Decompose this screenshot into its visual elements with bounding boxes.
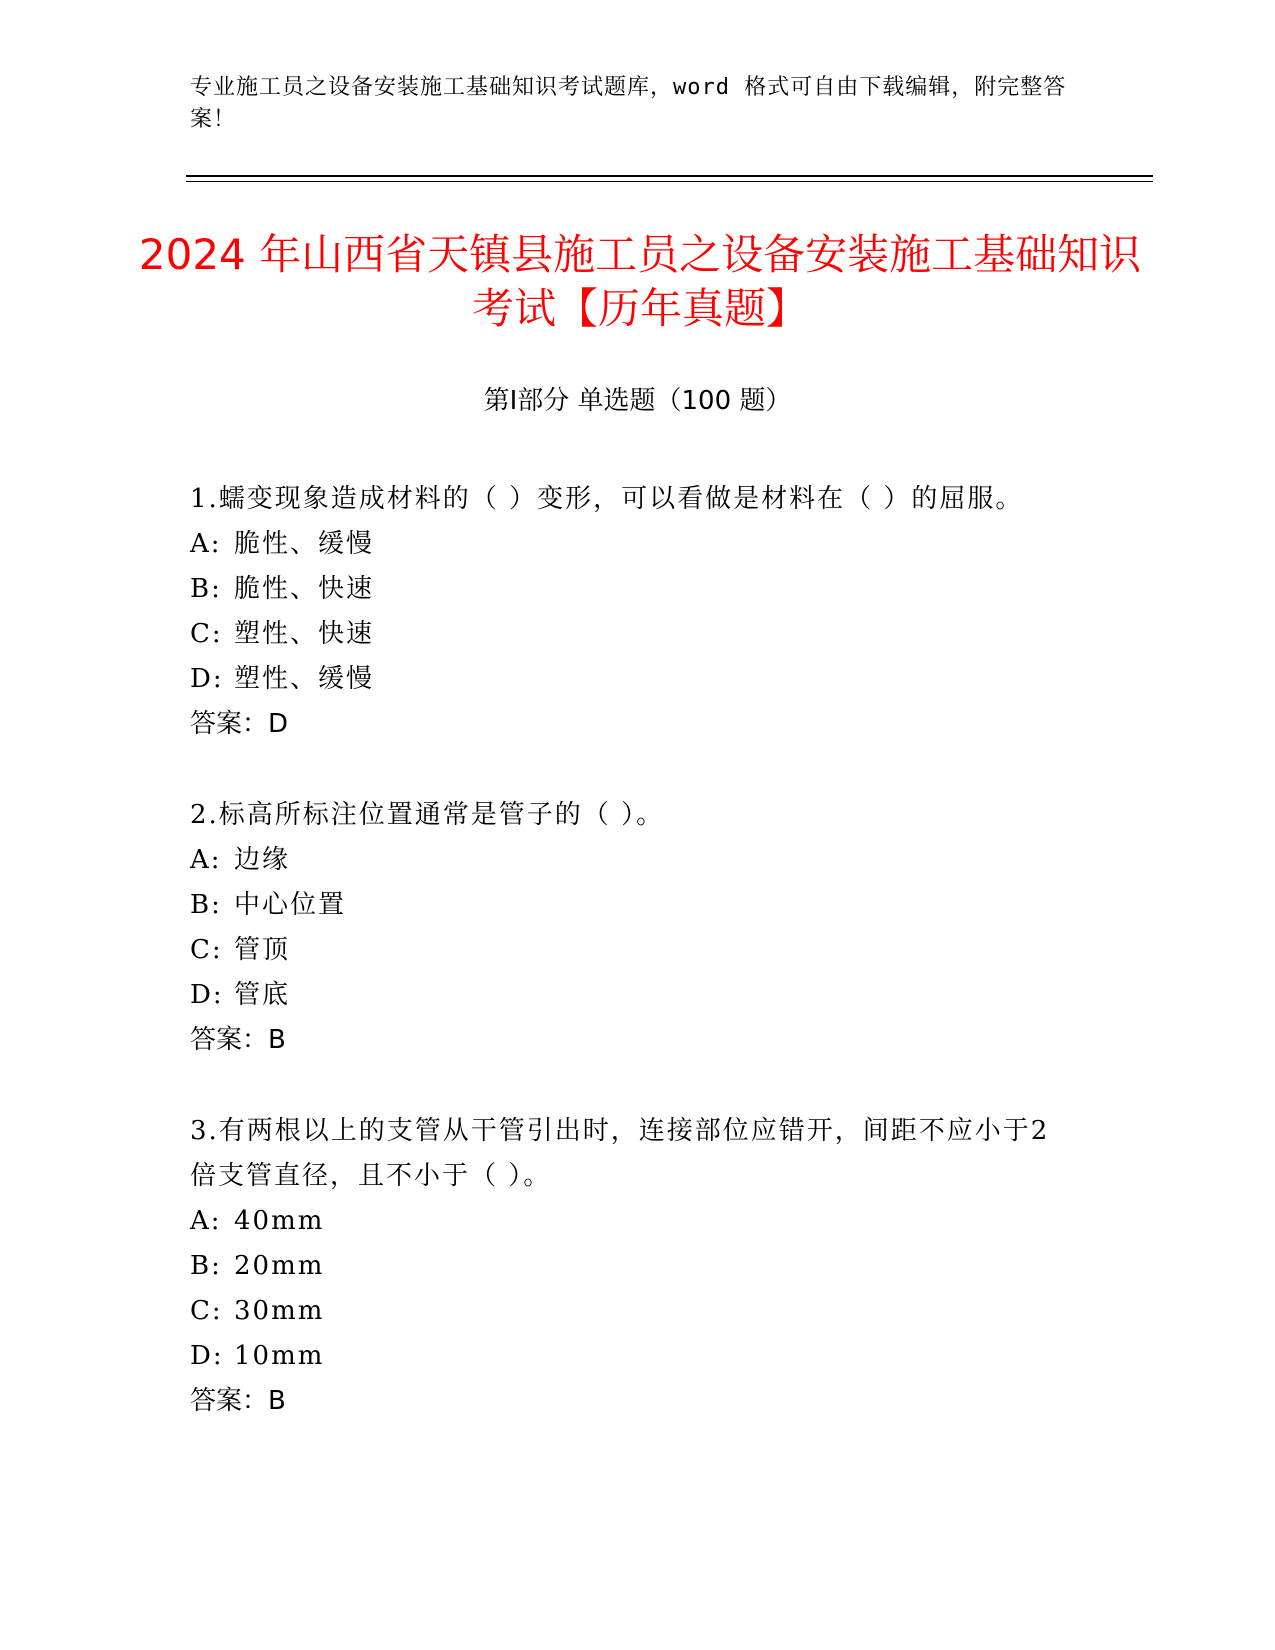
- question-stem: 1.蠕变现象造成材料的（ ）变形，可以看做是材料在（ ）的屈服。: [190, 484, 1024, 514]
- answer-line: [190, 1018, 1070, 1063]
- option-c: [190, 928, 1070, 973]
- question-list: [190, 477, 1070, 1470]
- option-a: [190, 838, 1070, 883]
- question-stem: 3.有两根以上的支管从干管引出时，连接部位应错开，间距不应小于2 倍支管直径，且不小于（ ）。: [190, 1116, 1050, 1191]
- answer-label: 答案：: [190, 1386, 269, 1416]
- option-text: 管顶: [234, 935, 291, 965]
- option-text: 脆性、缓慢: [234, 529, 375, 559]
- option-d: [190, 973, 1070, 1018]
- option-text: 塑性、缓慢: [234, 664, 375, 694]
- section-heading: 第Ⅰ部分 单选题（100 题）: [483, 386, 792, 416]
- option-d: [190, 657, 1070, 702]
- answer-value: B: [268, 1025, 286, 1055]
- option-letter: C:: [190, 1296, 223, 1326]
- header-divider-thick: [186, 175, 1153, 177]
- option-text: 管底: [234, 980, 291, 1010]
- header-divider-thin: [186, 181, 1153, 182]
- option-text: 30mm: [234, 1296, 325, 1326]
- option-text: 20mm: [234, 1251, 325, 1281]
- option-b: [190, 567, 1070, 612]
- option-d: [190, 1334, 1070, 1379]
- option-letter: C:: [190, 619, 223, 649]
- option-a: [190, 522, 1070, 567]
- answer-label: 答案：: [190, 1025, 269, 1055]
- answer-line: [190, 1379, 1070, 1424]
- header-note: 专业施工员之设备安装施工基础知识考试题库，word 格式可自由下载编辑，附完整答案！: [190, 75, 1067, 132]
- option-text: 10mm: [234, 1341, 325, 1371]
- option-c: [190, 1289, 1070, 1334]
- option-text: 中心位置: [234, 890, 347, 920]
- option-text: 脆性、快速: [234, 574, 375, 604]
- option-b: [190, 883, 1070, 928]
- option-letter: A:: [190, 1206, 222, 1236]
- option-letter: D:: [190, 664, 224, 694]
- option-letter: A:: [190, 845, 222, 875]
- option-text: 边缘: [234, 845, 291, 875]
- option-b: [190, 1244, 1070, 1289]
- answer-line: [190, 702, 1070, 747]
- question-1: [190, 477, 1070, 747]
- answer-label: 答案：: [190, 709, 269, 739]
- option-letter: B:: [190, 574, 222, 604]
- answer-value: B: [268, 1386, 286, 1416]
- option-letter: B:: [190, 1251, 222, 1281]
- option-text: 塑性、快速: [234, 619, 375, 649]
- option-a: [190, 1199, 1070, 1244]
- question-2: [190, 793, 1070, 1063]
- option-text: 40mm: [234, 1206, 325, 1236]
- question-3: [190, 1109, 1070, 1424]
- option-letter: B:: [190, 890, 222, 920]
- option-letter: D:: [190, 1341, 224, 1371]
- option-letter: D:: [190, 980, 224, 1010]
- option-letter: A:: [190, 529, 222, 559]
- option-letter: C:: [190, 935, 223, 965]
- question-stem: 2.标高所标注位置通常是管子的（ ）。: [190, 800, 665, 830]
- answer-value: D: [268, 709, 289, 739]
- document-title: 2024 年山西省天镇县施工员之设备安装施工基础知识考试【历年真题】: [138, 230, 1142, 333]
- option-c: [190, 612, 1070, 657]
